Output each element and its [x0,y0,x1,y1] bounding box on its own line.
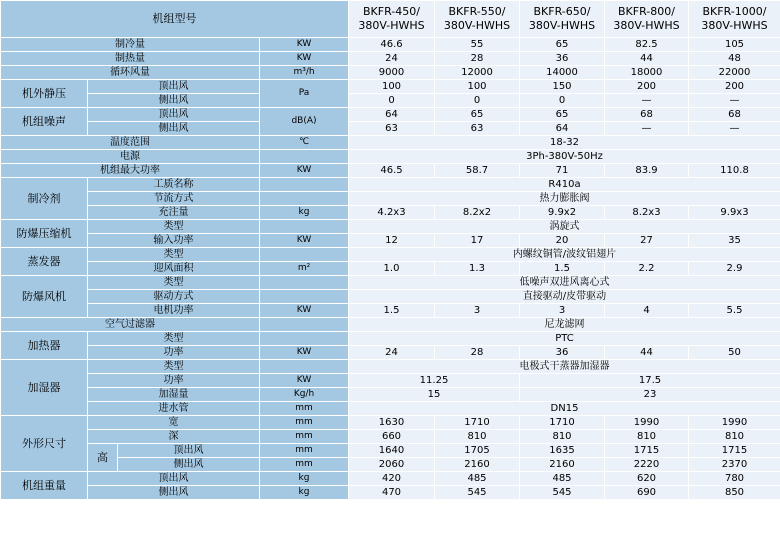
value-cell-span: 低噪声双进风离心式 [349,276,780,290]
row-unit [260,332,349,346]
value-cell: 24 [349,52,435,66]
value-cell: 690 [605,486,689,500]
row-label: 深 [88,430,260,444]
row-label: 侧出风 [88,486,260,500]
row-unit: KW [260,164,349,178]
group-label: 机外静压 [1,80,88,108]
row-label: 节流方式 [88,192,260,206]
row-label: 驱动方式 [88,290,260,304]
row-unit: KW [260,346,349,360]
value-cell: 44 [605,346,689,360]
value-cell: 0 [435,94,520,108]
value-cell: 810 [605,430,689,444]
value-cell: 150 [520,80,605,94]
value-cell: 63 [349,122,435,136]
value-cell: 9.9x2 [520,206,605,220]
row-label: 进水管 [88,402,260,416]
value-cell: 620 [605,472,689,486]
value-cell: 8.2x3 [605,206,689,220]
row-unit [260,290,349,304]
row-unit [260,276,349,290]
row-unit: KW [260,234,349,248]
value-cell: 1.0 [349,262,435,276]
row-label: 机组最大功率 [1,164,260,178]
value-cell: 68 [689,108,780,122]
row-unit [260,192,349,206]
value-cell-split: 23 [520,388,780,402]
value-cell: 55 [435,38,520,52]
value-cell: 850 [689,486,780,500]
value-cell: 0 [520,94,605,108]
value-cell: 100 [435,80,520,94]
value-cell: 810 [520,430,605,444]
value-cell: 420 [349,472,435,486]
row-label: 侧出风 [88,94,260,108]
value-cell: 810 [689,430,780,444]
row-unit: ℃ [260,136,349,150]
row-unit: mm [260,402,349,416]
value-cell-span: 18-32 [349,136,780,150]
row-unit: kg [260,486,349,500]
row-label: 类型 [88,248,260,262]
value-cell: 46.5 [349,164,435,178]
model-name: BKFR-650/ 380V-HWHS [520,1,605,38]
value-cell-span: 热力膨胀阀 [349,192,780,206]
value-cell: 22000 [689,66,780,80]
value-cell: 65 [520,108,605,122]
value-cell: — [605,94,689,108]
model-name: BKFR-1000/ 380V-HWHS [689,1,780,38]
row-unit: KW [260,38,349,52]
row-label: 功率 [88,374,260,388]
value-cell: 485 [435,472,520,486]
value-cell: 2160 [435,458,520,472]
value-cell: 545 [435,486,520,500]
value-cell: 35 [689,234,780,248]
row-label: 加湿量 [88,388,260,402]
value-cell: 470 [349,486,435,500]
value-cell: 2160 [520,458,605,472]
value-cell: 4.2x3 [349,206,435,220]
value-cell: 1.5 [349,304,435,318]
value-cell: 1705 [435,444,520,458]
value-cell-span: 3Ph-380V-50Hz [349,150,780,164]
value-cell: 545 [520,486,605,500]
value-cell: 1710 [435,416,520,430]
row-label: 电机功率 [88,304,260,318]
value-cell: 1630 [349,416,435,430]
value-cell-span: 涡旋式 [349,220,780,234]
group-label: 加湿器 [1,360,88,416]
value-cell: 1635 [520,444,605,458]
row-label: 顶出风 [88,108,260,122]
row-unit [260,150,349,164]
value-cell: 1990 [689,416,780,430]
row-unit: mm [260,416,349,430]
value-cell: 50 [689,346,780,360]
row-unit [260,318,349,332]
value-cell: 1715 [689,444,780,458]
row-unit: m³/h [260,66,349,80]
value-cell: 9.9x3 [689,206,780,220]
value-cell-span: 直接驱动/皮带驱动 [349,290,780,304]
row-unit: mm [260,444,349,458]
value-cell: 100 [349,80,435,94]
row-label: 迎风面积 [88,262,260,276]
value-cell: 12 [349,234,435,248]
row-label: 类型 [88,360,260,374]
row-unit: KW [260,304,349,318]
row-unit: mm [260,430,349,444]
value-cell: 200 [605,80,689,94]
value-cell: 46.6 [349,38,435,52]
row-unit [260,360,349,374]
row-label: 宽 [88,416,260,430]
value-cell: 780 [689,472,780,486]
row-label: 输入功率 [88,234,260,248]
value-cell: 20 [520,234,605,248]
group-label: 外形尺寸 [1,416,88,472]
row-unit: kg [260,206,349,220]
value-cell: 36 [520,346,605,360]
value-cell: 0 [349,94,435,108]
group-label: 制冷剂 [1,178,88,220]
value-cell: 83.9 [605,164,689,178]
row-label: 温度范围 [1,136,260,150]
row-label: 电源 [1,150,260,164]
row-unit [260,178,349,192]
row-unit: Pa [260,80,349,108]
value-cell: — [689,122,780,136]
value-cell-split: 11.25 [349,374,520,388]
model-header-label: 机组型号 [1,1,349,38]
row-unit [260,220,349,234]
row-unit [260,248,349,262]
model-name: BKFR-800/ 380V-HWHS [605,1,689,38]
value-cell: 1.5 [520,262,605,276]
value-cell: 64 [520,122,605,136]
row-label: 侧出风 [118,458,260,472]
value-cell-split: 15 [349,388,520,402]
row-label: 循环风量 [1,66,260,80]
model-name: BKFR-550/ 380V-HWHS [435,1,520,38]
subgroup-label: 高 [88,444,118,472]
value-cell: 68 [605,108,689,122]
row-unit: Kg/h [260,388,349,402]
value-cell: 48 [689,52,780,66]
value-cell: 64 [349,108,435,122]
value-cell: 485 [520,472,605,486]
value-cell: 58.7 [435,164,520,178]
value-cell: 36 [520,52,605,66]
row-label: 类型 [88,276,260,290]
value-cell-split: 17.5 [520,374,780,388]
value-cell: 1710 [520,416,605,430]
value-cell-span: PTC [349,332,780,346]
value-cell: 2060 [349,458,435,472]
row-label: 顶出风 [118,444,260,458]
value-cell: 810 [435,430,520,444]
row-label: 顶出风 [88,80,260,94]
row-label: 制冷量 [1,38,260,52]
value-cell: 2370 [689,458,780,472]
value-cell-span: 尼龙滤网 [349,318,780,332]
value-cell: 24 [349,346,435,360]
value-cell: 8.2x2 [435,206,520,220]
value-cell-span: DN15 [349,402,780,416]
row-label: 功率 [88,346,260,360]
row-unit: m² [260,262,349,276]
value-cell: 105 [689,38,780,52]
group-label: 加热器 [1,332,88,360]
value-cell: 1640 [349,444,435,458]
row-label: 充注量 [88,206,260,220]
value-cell: 14000 [520,66,605,80]
value-cell: 1.3 [435,262,520,276]
group-label: 机组重量 [1,472,88,500]
row-unit: KW [260,52,349,66]
value-cell: 17 [435,234,520,248]
row-label: 类型 [88,332,260,346]
value-cell-span: 内螺纹铜管/波纹铝翅片 [349,248,780,262]
row-label: 顶出风 [88,472,260,486]
value-cell: 2220 [605,458,689,472]
group-label: 机组噪声 [1,108,88,136]
value-cell: 200 [689,80,780,94]
value-cell-span: R410a [349,178,780,192]
value-cell: 18000 [605,66,689,80]
value-cell: 12000 [435,66,520,80]
value-cell: 1715 [605,444,689,458]
value-cell: 82.5 [605,38,689,52]
value-cell: 71 [520,164,605,178]
group-label: 防爆压缩机 [1,220,88,248]
value-cell: 4 [605,304,689,318]
row-label: 类型 [88,220,260,234]
value-cell: 3 [520,304,605,318]
value-cell: 63 [435,122,520,136]
value-cell: 3 [435,304,520,318]
value-cell: 65 [520,38,605,52]
value-cell: 2.2 [605,262,689,276]
value-cell: 9000 [349,66,435,80]
group-label: 蒸发器 [1,248,88,276]
value-cell: 28 [435,346,520,360]
value-cell: — [689,94,780,108]
value-cell: 44 [605,52,689,66]
value-cell: 65 [435,108,520,122]
row-unit: mm [260,458,349,472]
row-label: 空气过滤器 [1,318,260,332]
row-label: 制热量 [1,52,260,66]
value-cell: 27 [605,234,689,248]
model-name: BKFR-450/ 380V-HWHS [349,1,435,38]
group-label: 防爆风机 [1,276,88,318]
row-label: 工质名称 [88,178,260,192]
value-cell: 1990 [605,416,689,430]
value-cell: 28 [435,52,520,66]
value-cell: 660 [349,430,435,444]
row-unit: kg [260,472,349,486]
value-cell: 110.8 [689,164,780,178]
row-unit: dB(A) [260,108,349,136]
row-unit: KW [260,374,349,388]
value-cell: 2.9 [689,262,780,276]
value-cell: — [605,122,689,136]
row-label: 侧出风 [88,122,260,136]
value-cell-span: 电极式干蒸器加湿器 [349,360,780,374]
value-cell: 5.5 [689,304,780,318]
